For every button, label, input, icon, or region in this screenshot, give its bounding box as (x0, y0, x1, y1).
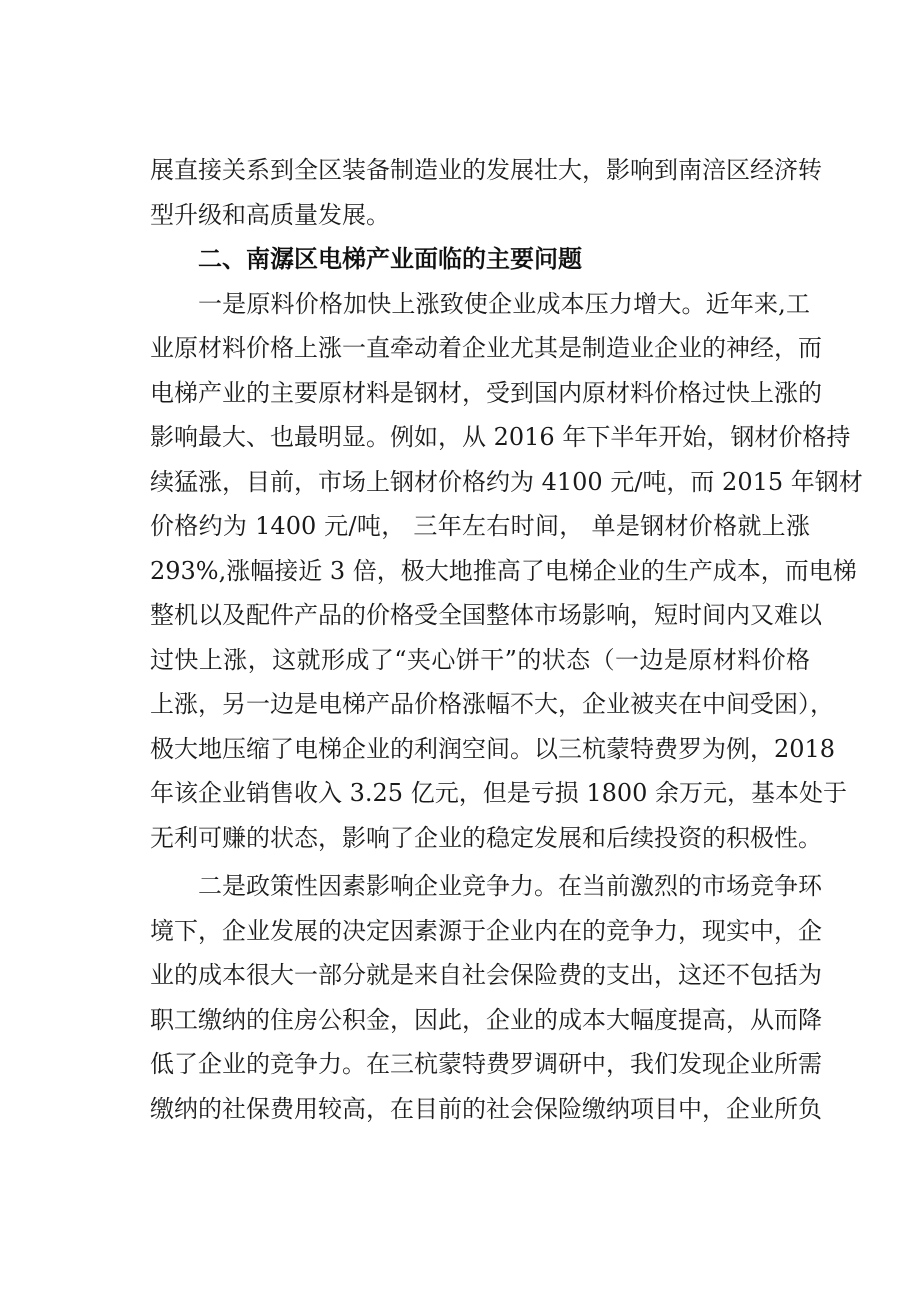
paragraph-line: 低了企业的竞争力。在三杭蒙特费罗调研中，我们发现企业所需 (150, 1050, 822, 1078)
paragraph-line: 影响最大、也最明显。例如，从 2016 年下半年开始，钢材价格持 (150, 423, 851, 451)
paragraph-policy-factors (150, 864, 822, 1131)
paragraph-line: 展直接关系到全区装备制造业的发展壮大，影响到南涪区经济转 (150, 156, 822, 184)
paragraph-line: 二是政策性因素影响企业竞争力。在当前激烈的市场竞争环 (198, 872, 822, 900)
intro-paragraph (150, 148, 822, 237)
paragraph-line: 一是原料价格加快上涨致使企业成本压力增大。近年来,工 (198, 289, 810, 318)
paragraph-line: 续猛涨，目前，市场上钢材价格约为 4100 元/吨，而 2015 年钢材 (150, 467, 863, 496)
paragraph-line: 电梯产业的主要原材料是钢材，受到国内原材料价格过快上涨的 (150, 378, 822, 407)
paragraph-line: 年该企业销售收入 3.25 亿元，但是亏损 1800 余万元，基本处于 (150, 779, 848, 807)
section-heading: 二、南潺区电梯产业面临的主要问题 (198, 245, 582, 273)
paragraph-line: 型升级和高质量发展。 (150, 200, 390, 229)
paragraph-line: 境下，企业发展的决定因素源于企业内在的竞争力，现实中，企 (150, 916, 822, 945)
paragraph-line: 业原材料价格上涨一直牵动着企业尤其是制造业企业的神经，而 (150, 334, 822, 362)
paragraph-line: 极大地压缩了电梯企业的利润空间。以三杭蒙特费罗为例，2018 (150, 734, 836, 763)
paragraph-line: 过快上涨，这就形成了“夹心饼干”的状态（一边是原材料价格 (150, 645, 810, 674)
paragraph-raw-material-costs (150, 282, 863, 861)
paragraph-line: 业的成本很大一部分就是来自社会保险费的支出，这还不包括为 (150, 961, 822, 989)
paragraph-line: 职工缴纳的住房公积金，因此，企业的成本大幅度提高，从而降 (150, 1005, 822, 1034)
document-body (150, 148, 863, 1131)
paragraph-line: 缴纳的社保费用较高，在目前的社会保险缴纳项目中，企业所负 (150, 1094, 822, 1123)
paragraph-line: 整机以及配件产品的价格受全国整体市场影响，短时间内又难以 (150, 601, 822, 629)
paragraph-line: 293%,涨幅接近 3 倍，极大地推高了电梯企业的生产成本，而电梯 (150, 556, 857, 585)
paragraph-line: 无利可赚的状态，影响了企业的稳定发展和后续投资的积极性。 (150, 823, 822, 852)
paragraph-line: 上涨，另一边是电梯产品价格涨幅不大，企业被夹在中间受困）， (150, 690, 834, 718)
paragraph-line: 价格约为 1400 元/吨， 三年左右时间， 单是钢材价格就上涨 (150, 512, 810, 540)
